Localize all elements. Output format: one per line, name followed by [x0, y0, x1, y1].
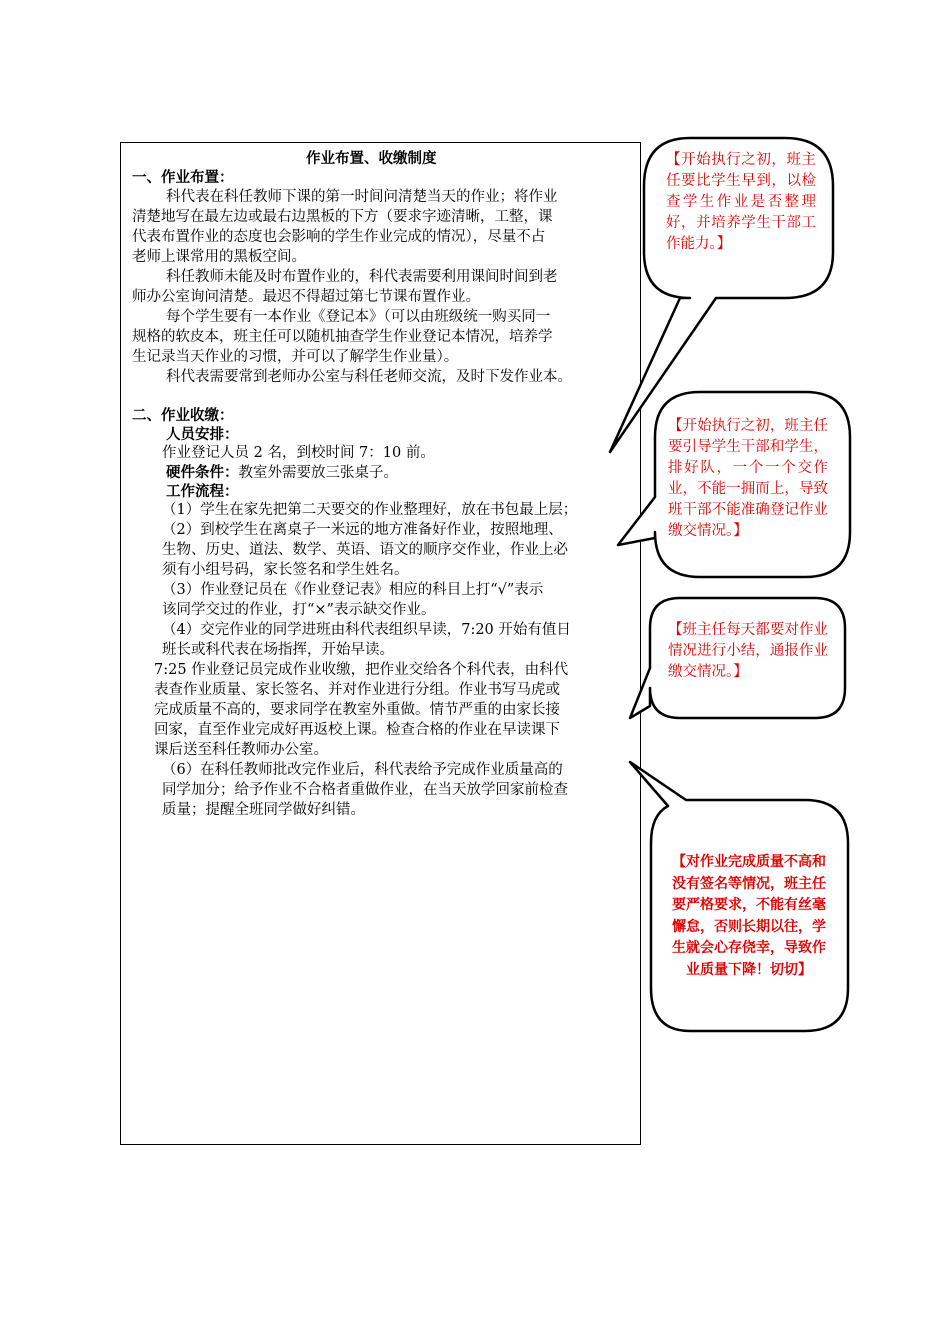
paragraph-line: 规格的软皮本，班主任可以随机抽查学生作业登记本情况，培养学: [132, 329, 553, 345]
flow-line: 该同学交过的作业，打“×”表示缺交作业。: [162, 602, 436, 618]
flow-line: 质量；提醒全班同学做好纠错。: [162, 802, 365, 818]
callout-4-text: 【对作业完成质量不高和没有签名等情况，班主任要严格要求，不能有丝毫懈怠，否则长期以往，学生就会心存侥幸，导致作业质量下降！切切】: [672, 854, 826, 978]
flow-line: 表查作业质量、家长签名、并对作业进行分组。作业书写马虎或: [154, 682, 560, 698]
paragraph-line: 科代表在科任教师下课的第一时间问清楚当天的作业；将作业: [166, 189, 558, 205]
flow-line: （3）作业登记员在《作业登记表》相应的科目上打“√”表示: [162, 582, 544, 598]
paragraph-line: 师办公室询问清楚。最迟不得超过第七节课布置作业。: [132, 289, 480, 305]
callout-1-text: 【开始执行之初，班主任要比学生早到，以检查学生作业是否整理好，并培养学生干部工作能力。】: [666, 152, 816, 252]
section1-heading: 一、作业布置：: [132, 169, 234, 186]
paragraph-line: 清楚地写在最左边或最右边黑板的下方（要求字迹清晰，工整，课: [132, 209, 553, 225]
paragraph-line: 生记录当天作业的习惯，并可以了解学生作业量）。: [132, 349, 459, 365]
flow-line: （6）在科任教师批改完作业后，科代表给予完成作业质量高的: [162, 762, 563, 778]
paragraph-line: 代表布置作业的态度也会影响的学生作业完成的情况），尽量不占: [132, 229, 546, 245]
callout-3-text: 【班主任每天都要对作业情况进行小结，通报作业缴交情况。】: [668, 622, 828, 680]
flow-line: 回家，直至作业完成好再返校上课。检查合格的作业在早读课下: [154, 722, 560, 738]
flow-line: 完成质量不高的，要求同学在教室外重做。情节严重的由家长接: [154, 702, 560, 718]
flow-line: 须有小组号码，家长签名和学生姓名。: [162, 562, 409, 578]
section2-heading: 二、作业收缴：: [132, 407, 234, 424]
flow-line: 班长或科代表在场指挥，开始早读。: [162, 642, 394, 658]
hardware-label: 硬件条件：: [166, 464, 239, 481]
flow-line: （1）学生在家先把第二天要交的作业整理好，放在书包最上层；: [162, 502, 578, 518]
document-title: 作业布置、收缴制度: [306, 150, 437, 167]
paragraph-line: 科代表需要常到老师办公室与科任老师交流，及时下发作业本。: [166, 369, 572, 385]
flow-line: 同学加分；给予作业不合格者重做作业，在当天放学回家前检查: [162, 782, 568, 798]
flow-line: 课后送至科任教师办公室。: [154, 742, 328, 758]
paragraph-line: 老师上课常用的黑板空间。: [132, 249, 306, 265]
paragraph-line: 每个学生要有一本作业《登记本》（可以由班级统一购买同一: [166, 309, 551, 325]
staff-text: 作业登记人员 2 名，到校时间 7：10 前。: [162, 445, 435, 461]
callout-2-text: 【开始执行之初，班主任要引导学生干部和学生，排好队，一个一个交作业，不能一拥而上，导致班干部不能准确登记作业缴交情况。】: [668, 418, 828, 539]
paragraph-line: 科任教师未能及时布置作业的，科代表需要利用课间时间到老: [166, 269, 558, 285]
hardware-text: 教室外需要放三张桌子。: [238, 465, 398, 481]
flow-line: 生物、历史、道法、数学、英语、语文的顺序交作业，作业上必: [162, 542, 568, 558]
flow-heading: 工作流程：: [166, 483, 239, 500]
flow-line: （4）交完作业的同学进班由科代表组织早读，7:20 开始有值日: [162, 622, 571, 638]
flow-line: （2）到校学生在离桌子一米远的地方准备好作业，按照地理、: [162, 522, 563, 538]
staff-heading: 人员安排：: [166, 426, 239, 443]
flow-line: 7:25 作业登记员完成作业收缴，把作业交给各个科代表，由科代: [154, 662, 569, 678]
